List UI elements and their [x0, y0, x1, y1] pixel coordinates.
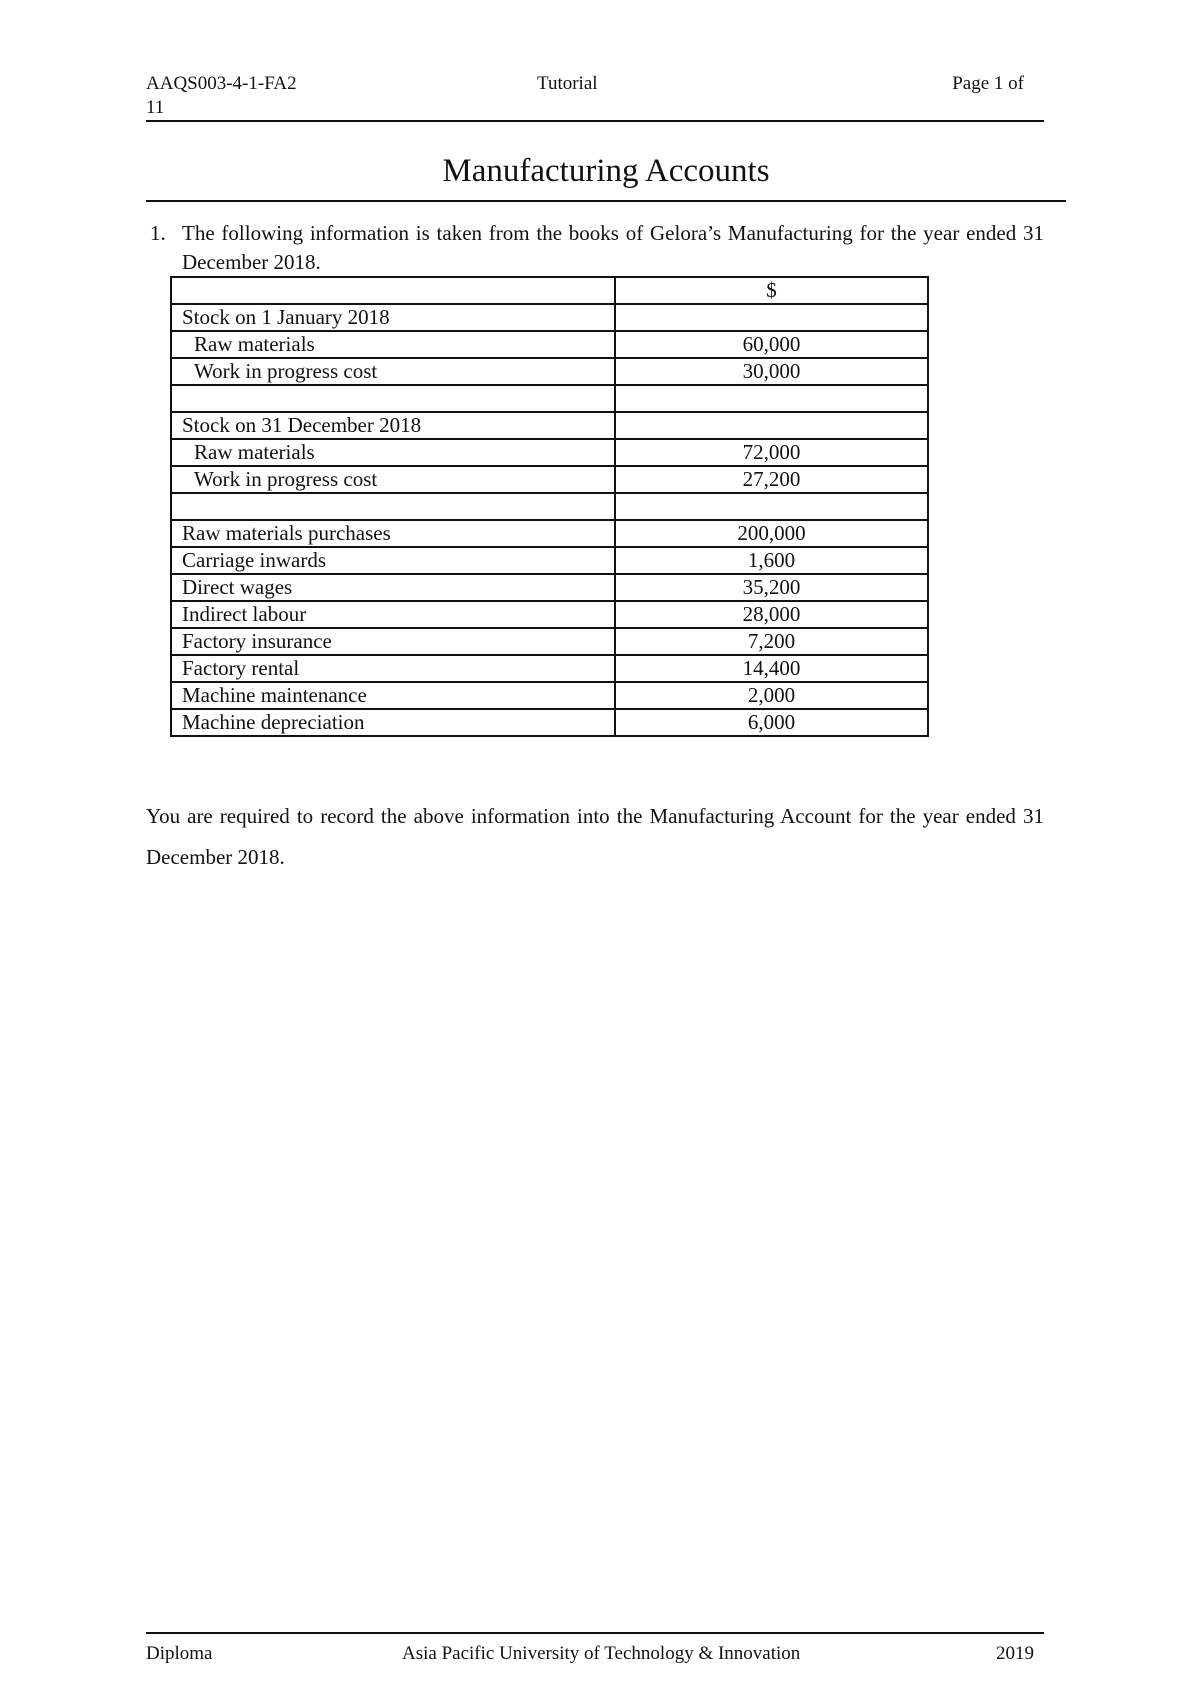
row-label: Direct wages — [171, 574, 615, 601]
page-number: Page 1 of — [952, 73, 1024, 94]
row-value: 14,400 — [615, 655, 928, 682]
row-value: 72,000 — [615, 439, 928, 466]
row-label: Raw materials — [171, 331, 615, 358]
table-row — [171, 682, 928, 709]
row-value: 2,000 — [615, 682, 928, 709]
row-value: 6,000 — [615, 709, 928, 736]
question-1 — [146, 219, 1044, 277]
row-value: 28,000 — [615, 601, 928, 628]
row-value: 35,200 — [615, 574, 928, 601]
row-label: Raw materials purchases — [171, 520, 615, 547]
footer-institution: Asia Pacific University of Technology & Innovation — [402, 1643, 801, 1664]
row-label: Raw materials — [171, 439, 615, 466]
row-label: Work in progress cost — [171, 358, 615, 385]
row-value: 1,600 — [615, 547, 928, 574]
footer-level: Diploma — [146, 1643, 213, 1664]
row-value — [615, 385, 928, 412]
table-header-row — [171, 277, 928, 304]
row-value — [615, 493, 928, 520]
table-row — [171, 574, 928, 601]
table-row — [171, 358, 928, 385]
row-label: Machine depreciation — [171, 709, 615, 736]
document-type: Tutorial — [537, 73, 598, 94]
table-row — [171, 655, 928, 682]
row-value: 27,200 — [615, 466, 928, 493]
table-row — [171, 520, 928, 547]
row-value: 7,200 — [615, 628, 928, 655]
row-label: Factory rental — [171, 655, 615, 682]
row-value: 30,000 — [615, 358, 928, 385]
table-row — [171, 412, 928, 439]
footer-year: 2019 — [996, 1643, 1034, 1664]
row-value — [615, 412, 928, 439]
row-label: Carriage inwards — [171, 547, 615, 574]
question-text: The following information is taken from the books of Gelora’s Manufacturing for the year ended 31 December 2018. — [182, 221, 1044, 274]
table-row — [171, 547, 928, 574]
question-number: 1. — [150, 221, 166, 245]
row-value — [615, 304, 928, 331]
instruction-text: You are required to record the above information into the Manufacturing Account for the year ended 31 December 2018. — [146, 804, 1044, 869]
row-label: Indirect labour — [171, 601, 615, 628]
row-label: Stock on 31 December 2018 — [171, 412, 615, 439]
table-row — [171, 385, 928, 412]
row-label: Work in progress cost — [171, 466, 615, 493]
table-row — [171, 709, 928, 736]
row-label — [171, 493, 615, 520]
row-value: 60,000 — [615, 331, 928, 358]
table-row — [171, 628, 928, 655]
row-label: Stock on 1 January 2018 — [171, 304, 615, 331]
page-header — [146, 72, 1044, 122]
page-title: Manufacturing Accounts — [146, 148, 1066, 202]
table-row — [171, 439, 928, 466]
table-row — [171, 493, 928, 520]
row-label — [171, 385, 615, 412]
table-row — [171, 466, 928, 493]
row-label: Machine maintenance — [171, 682, 615, 709]
table-header-label — [171, 277, 615, 304]
page-footer — [146, 1632, 1044, 1664]
stock-data-table — [170, 276, 929, 737]
currency-header: $ — [615, 277, 928, 304]
page-count: 11 — [146, 97, 165, 118]
row-label: Factory insurance — [171, 628, 615, 655]
table-row — [171, 601, 928, 628]
table-row — [171, 304, 928, 331]
module-code: AAQS003-4-1-FA2 — [146, 73, 297, 94]
row-value: 200,000 — [615, 520, 928, 547]
table-row — [171, 331, 928, 358]
